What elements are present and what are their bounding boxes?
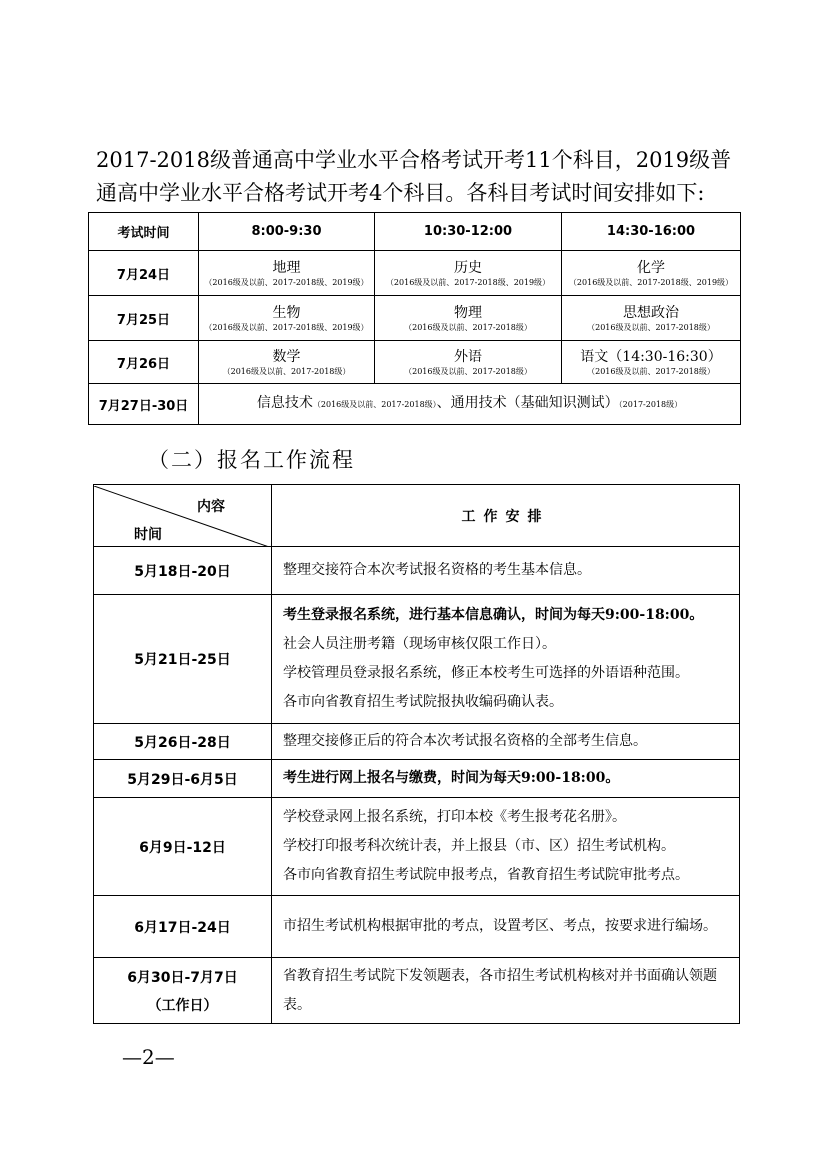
registration-flow-table	[93, 484, 740, 1024]
work-line: 学校打印报考科次统计表，并上报县（市、区）招生考试机构。	[283, 838, 675, 854]
row-date: 6月9日-12日	[94, 798, 272, 896]
table-row	[94, 724, 740, 760]
subject-cell	[562, 251, 741, 296]
subject-name: 语文（14:30-16:30）	[580, 349, 722, 365]
exam-schedule-table	[88, 212, 741, 425]
header-slot-2: 10:30-12:00	[375, 213, 562, 251]
row-date: 7月27日-30日	[89, 384, 199, 425]
flow-table-header	[94, 485, 740, 547]
diagonal-line	[94, 486, 271, 546]
exam-table-header	[89, 213, 741, 251]
header-slot-1: 8:00-9:30	[199, 213, 375, 251]
row-date: 7月25日	[89, 296, 199, 341]
table-row	[94, 896, 740, 958]
subject-note: （2016级及以前、2017-2018级、2019级）	[568, 278, 734, 287]
subject-note: （2016级及以前、2017-2018级、2019级）	[204, 278, 369, 287]
row-work	[272, 798, 740, 896]
header-time-label: 时间	[134, 526, 162, 543]
work-line: 整理交接修正后的符合本次考试报名资格的全部考生信息。	[283, 733, 647, 749]
work-line: 各市向省教育招生考试院报执收编码确认表。	[283, 694, 563, 710]
work-line: 市招生考试机构根据审批的考点，设置考区、考点，按要求进行编场。	[283, 918, 717, 934]
intro-line-2: 通高中学业水平合格考试开考4个科目。各科目考试时间安排如下:	[96, 181, 705, 205]
subject-cell	[375, 296, 562, 341]
row-date: 5月29日-6月5日	[94, 760, 272, 798]
subject-name: 外语	[454, 349, 482, 365]
subject-cell	[375, 251, 562, 296]
subject-name: 地理	[272, 260, 301, 276]
tech-subject-2: 、通用技术（基础知识测试）	[436, 395, 619, 411]
row-date: 7月24日	[89, 251, 199, 296]
row-work	[272, 724, 740, 760]
diagonal-header-cell	[94, 485, 272, 547]
row-date: 7月26日	[89, 341, 199, 384]
subject-cell	[199, 341, 375, 384]
subject-note: （2016级及以前、2017-2018级）	[587, 323, 715, 332]
intro-paragraph	[96, 144, 748, 210]
work-line: 整理交接符合本次考试报名资格的考生基本信息。	[283, 562, 591, 578]
row-date: 6月17日-24日	[94, 896, 272, 958]
row-work	[272, 760, 740, 798]
subject-note: （2016级及以前、2017-2018级、2019级）	[204, 323, 369, 332]
subject-name: 化学	[637, 260, 665, 276]
subject-name: 生物	[272, 305, 301, 321]
row-date: 5月21日-25日	[94, 595, 272, 724]
intro-line-1: 2017-2018级普通高中学业水平合格考试开考11个科目，2019级普	[96, 148, 732, 172]
work-line: 学校管理员登录报名系统，修正本校考生可选择的外语语种范围。	[283, 665, 689, 681]
subject-name: 思想政治	[623, 305, 679, 321]
section-title: （二）报名工作流程	[148, 448, 355, 472]
subject-cell	[562, 341, 741, 384]
row-date-sub: （工作日）	[147, 997, 218, 1014]
header-exam-time: 考试时间	[89, 213, 199, 251]
header-slot-3: 14:30-16:00	[562, 213, 741, 251]
subject-name: 历史	[454, 260, 482, 276]
tech-subject-1: 信息技术	[256, 395, 313, 411]
row-work	[272, 958, 740, 1024]
page-number: —2—	[122, 1045, 175, 1069]
work-line: 考生进行网上报名与缴费，时间为每天9:00-18:00。	[283, 770, 620, 786]
row-date: 5月18日-20日	[94, 547, 272, 595]
table-row	[89, 251, 741, 296]
table-row	[94, 547, 740, 595]
subject-cell	[562, 296, 741, 341]
tech-note-2: （2017-2018级）	[618, 400, 683, 409]
work-line: 社会人员注册考籍（现场审核仅限工作日）。	[283, 636, 556, 652]
subject-name: 物理	[454, 305, 482, 321]
row-work	[272, 547, 740, 595]
header-content-label: 内容	[197, 498, 225, 515]
work-line: 各市向省教育招生考试院申报考点，省教育招生考试院审批考点。	[283, 867, 689, 883]
header-work-arrangement: 工作安排	[272, 485, 740, 547]
work-line: 学校登录网上报名系统，打印本校《考生报考花名册》。	[283, 809, 626, 825]
subject-cell	[375, 341, 562, 384]
table-row	[94, 595, 740, 724]
subject-cell	[199, 251, 375, 296]
row-work	[272, 896, 740, 958]
work-line: 考生登录报名系统，进行基本信息确认，时间为每天9:00-18:00。	[283, 607, 704, 623]
tech-subjects-cell	[199, 384, 741, 425]
work-line: 省教育招生考试院下发领题表，各市招生考试机构核对并书面确认领题表。	[283, 967, 717, 1013]
row-date-main: 6月30日-7月7日	[127, 969, 238, 986]
subject-note: （2016级及以前、2017-2018级）	[404, 323, 532, 332]
subject-cell	[199, 296, 375, 341]
table-row	[89, 384, 741, 425]
table-row	[89, 296, 741, 341]
row-work	[272, 595, 740, 724]
subject-name: 数学	[272, 349, 301, 365]
table-row	[94, 760, 740, 798]
subject-note: （2016级及以前、2017-2018级）	[587, 367, 715, 376]
table-row	[94, 798, 740, 896]
row-date	[94, 958, 272, 1024]
table-row	[89, 341, 741, 384]
subject-note: （2016级及以前、2017-2018级）	[404, 367, 532, 376]
table-row	[94, 958, 740, 1024]
subject-note: （2016级及以前、2017-2018级）	[222, 367, 351, 376]
subject-note: （2016级及以前、2017-2018级、2019级）	[385, 278, 551, 287]
tech-note-1: （2016级及以前、2017-2018级）	[312, 400, 437, 409]
row-date: 5月26日-28日	[94, 724, 272, 760]
